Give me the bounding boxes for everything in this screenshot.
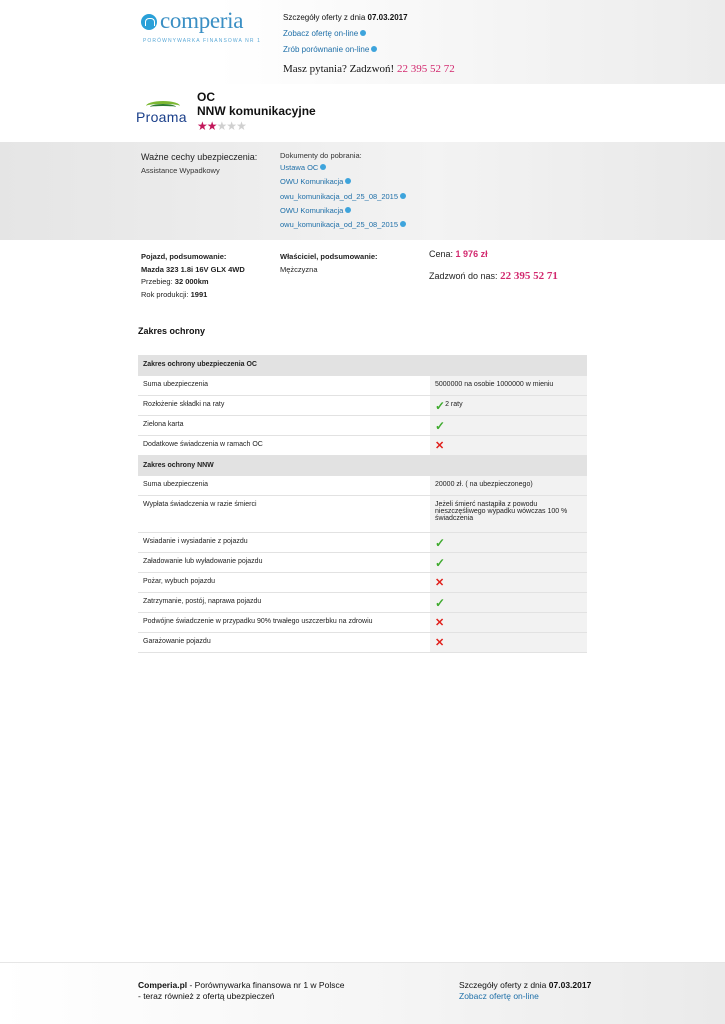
phone-number[interactable]: 22 395 52 72 [396, 63, 455, 75]
documents [280, 151, 406, 234]
coverage-row [138, 395, 587, 415]
coverage-value [430, 612, 587, 632]
coverage-section-header [138, 355, 587, 375]
offer-date-value: 07.03.2017 [367, 13, 408, 22]
coverage-value [430, 572, 587, 592]
coverage-label: Zatrzymanie, postój, naprawa pojazdu [138, 592, 430, 612]
vehicle-year [141, 289, 245, 302]
call-phone[interactable]: 22 395 52 71 [500, 270, 558, 282]
coverage-value [430, 415, 587, 435]
info-icon [400, 193, 406, 199]
insurer-logo [136, 101, 188, 127]
offer-date [283, 13, 455, 29]
coverage-label: Pożar, wybuch pojazdu [138, 572, 430, 592]
checkmark-icon: ✓ [435, 418, 446, 433]
call-us [429, 270, 558, 282]
product-header [0, 84, 725, 142]
info-icon [400, 221, 406, 227]
star-empty-icon: ★ [216, 119, 227, 133]
coverage-value [430, 632, 587, 652]
vehicle-summary [141, 251, 245, 301]
coverage-table [138, 355, 587, 653]
key-features [141, 152, 257, 175]
vehicle-heading: Pojazd, podsumowanie: [141, 252, 227, 261]
page-header [0, 0, 725, 84]
document-link-label: OWU Komunikacja [280, 177, 344, 187]
coverage-value [430, 592, 587, 612]
footer-line2: - teraz również z ofertą ubezpieczeń [138, 991, 275, 1001]
owner-summary [280, 251, 378, 276]
vehicle-mileage [141, 276, 245, 289]
owner-heading: Właściciel, podsumowanie: [280, 252, 378, 261]
page-footer [0, 962, 725, 1024]
footer-brand [138, 980, 344, 1002]
checkmark-icon: ✓ [435, 555, 446, 570]
footer-brand-name[interactable]: Comperia.pl [138, 980, 188, 990]
document-link-label: owu_komunikacja_od_25_08_2015 [280, 220, 399, 230]
document-link[interactable] [280, 220, 406, 234]
coverage-value [430, 495, 587, 532]
footer-view-offer-link[interactable]: Zobacz ofertę on-line [459, 991, 539, 1001]
coverage-section-header [138, 455, 587, 475]
section-heading: Zakres ochrony NNW [138, 455, 587, 475]
insurer-logo-text: Proama [136, 109, 187, 125]
checkmark-icon: ✓ [435, 535, 446, 550]
coverage-value [430, 475, 587, 495]
summary [0, 240, 725, 310]
rating-stars [197, 119, 246, 133]
footer-date-value: 07.03.2017 [548, 980, 592, 990]
coverage-value-text: Jeżeli śmierć nastąpiła z powodu nieszczęśliwego wypadku wówczas 100 % świadczenia [435, 500, 568, 522]
coverage-label: Zielona karta [138, 415, 430, 435]
coverage-label: Rozłożenie składki na raty [138, 395, 430, 415]
coverage-label: Wsiadanie i wysiadanie z pojazdu [138, 532, 430, 552]
header-info [283, 13, 455, 79]
mileage-value: 32 000km [174, 277, 209, 286]
coverage-value [430, 395, 587, 415]
coverage-value-text: 2 raty [445, 400, 463, 408]
coverage-label: Załadowanie lub wyładowanie pojazdu [138, 552, 430, 572]
coverage-row [138, 475, 587, 495]
document-link[interactable] [280, 192, 406, 206]
coverage-value-text: 20000 zł. ( na ubezpieczonego) [435, 480, 533, 488]
logo-word: comperia [160, 8, 244, 33]
star-filled-icon: ★ [206, 119, 217, 133]
year-value: 1991 [190, 289, 208, 299]
document-link[interactable] [280, 163, 406, 177]
coverage-value-text: 5000000 na osobie 1000000 w mieniu [435, 380, 554, 388]
coverage-row [138, 632, 587, 652]
coverage-row [138, 572, 587, 592]
coverage-label: Dodatkowe świadczenia w ramach OC [138, 435, 430, 455]
mileage-label: Przebieg: [141, 277, 173, 286]
call-label: Zadzwoń do nas: [429, 271, 498, 281]
document-link[interactable] [280, 206, 406, 220]
info-icon [360, 30, 366, 36]
coverage-row [138, 612, 587, 632]
owner-value: Mężczyzna [280, 264, 318, 274]
document-link-label: Ustawa OC [280, 163, 319, 172]
coverage-row [138, 532, 587, 552]
coverage-value [430, 375, 587, 395]
product-title-line2: NNW komunikacyjne [197, 104, 316, 118]
price-label: Cena: [429, 249, 454, 259]
coverage-title: Zakres ochrony [138, 326, 206, 336]
product-title-line1: OC [197, 90, 215, 104]
view-offer-online-label: Zobacz ofertę on-line [283, 29, 359, 38]
document-link-label: owu_komunikacja_od_25_08_2015 [280, 191, 399, 201]
comperia-mark-icon [141, 14, 157, 30]
product-title [197, 90, 316, 118]
key-feature-value: Assistance Wypadkowy [141, 166, 220, 175]
compare-online-link[interactable] [283, 45, 377, 54]
offer-date-prefix: Szczegóły oferty z dnia [283, 13, 366, 22]
cross-icon: ✕ [435, 636, 445, 649]
coverage-row [138, 435, 587, 455]
coverage-value [430, 532, 587, 552]
star-filled-icon: ★ [197, 119, 207, 133]
logo-tagline: PORÓWNYWARKA FINANSOWA NR 1 [143, 38, 261, 44]
view-offer-online-link[interactable] [283, 29, 366, 38]
coverage-value [430, 552, 587, 572]
compare-online-label: Zrób porównanie on-line [283, 45, 370, 54]
star-empty-icon: ★ [236, 119, 246, 133]
footer-brand-desc: - Porównywarka finansowa nr 1 w Polsce [187, 980, 345, 990]
coverage-label: Wypłata świadczenia w razie śmierci [138, 495, 430, 532]
coverage-label: Suma ubezpieczenia [138, 375, 430, 395]
price-value: 1 976 zł [455, 249, 488, 259]
info-icon [345, 178, 351, 184]
price [429, 249, 488, 259]
coverage-label: Podwójne świadczenie w przypadku 90% trwałego uszczerbku na zdrowiu [138, 612, 430, 632]
coverage-row [138, 495, 587, 532]
coverage-row [138, 592, 587, 612]
document-link-label: OWU Komunikacja [280, 205, 344, 215]
section-heading: Zakres ochrony ubezpieczenia OC [138, 355, 587, 375]
coverage-value [430, 435, 587, 455]
checkmark-icon: ✓ [435, 595, 446, 610]
footer-offer [459, 980, 591, 1002]
coverage-row [138, 415, 587, 435]
info-icon [320, 164, 326, 170]
coverage-row [138, 375, 587, 395]
footer-date-prefix: Szczegóły oferty z dnia [459, 980, 547, 990]
cross-icon: ✕ [435, 616, 445, 629]
year-label: Rok produkcji: [141, 289, 189, 299]
header-phone [283, 63, 455, 79]
checkmark-icon: ✓ [435, 398, 446, 413]
cross-icon: ✕ [435, 439, 445, 452]
info-icon [345, 207, 351, 213]
phone-prefix: Masz pytania? Zadzwoń! [283, 63, 395, 75]
cross-icon: ✕ [435, 576, 445, 589]
star-empty-icon: ★ [226, 119, 237, 133]
document-link[interactable] [280, 177, 406, 191]
coverage-label: Garażowanie pojazdu [138, 632, 430, 652]
documents-heading: Dokumenty do pobrania: [280, 151, 362, 160]
key-features-heading: Ważne cechy ubezpieczenia: [141, 152, 258, 162]
comperia-logo[interactable] [141, 10, 261, 50]
vehicle-model: Mazda 323 1.8i 16V GLX 4WD [141, 264, 245, 274]
coverage-row [138, 552, 587, 572]
coverage-label: Suma ubezpieczenia [138, 475, 430, 495]
features-panel [0, 142, 725, 240]
info-icon [371, 46, 377, 52]
